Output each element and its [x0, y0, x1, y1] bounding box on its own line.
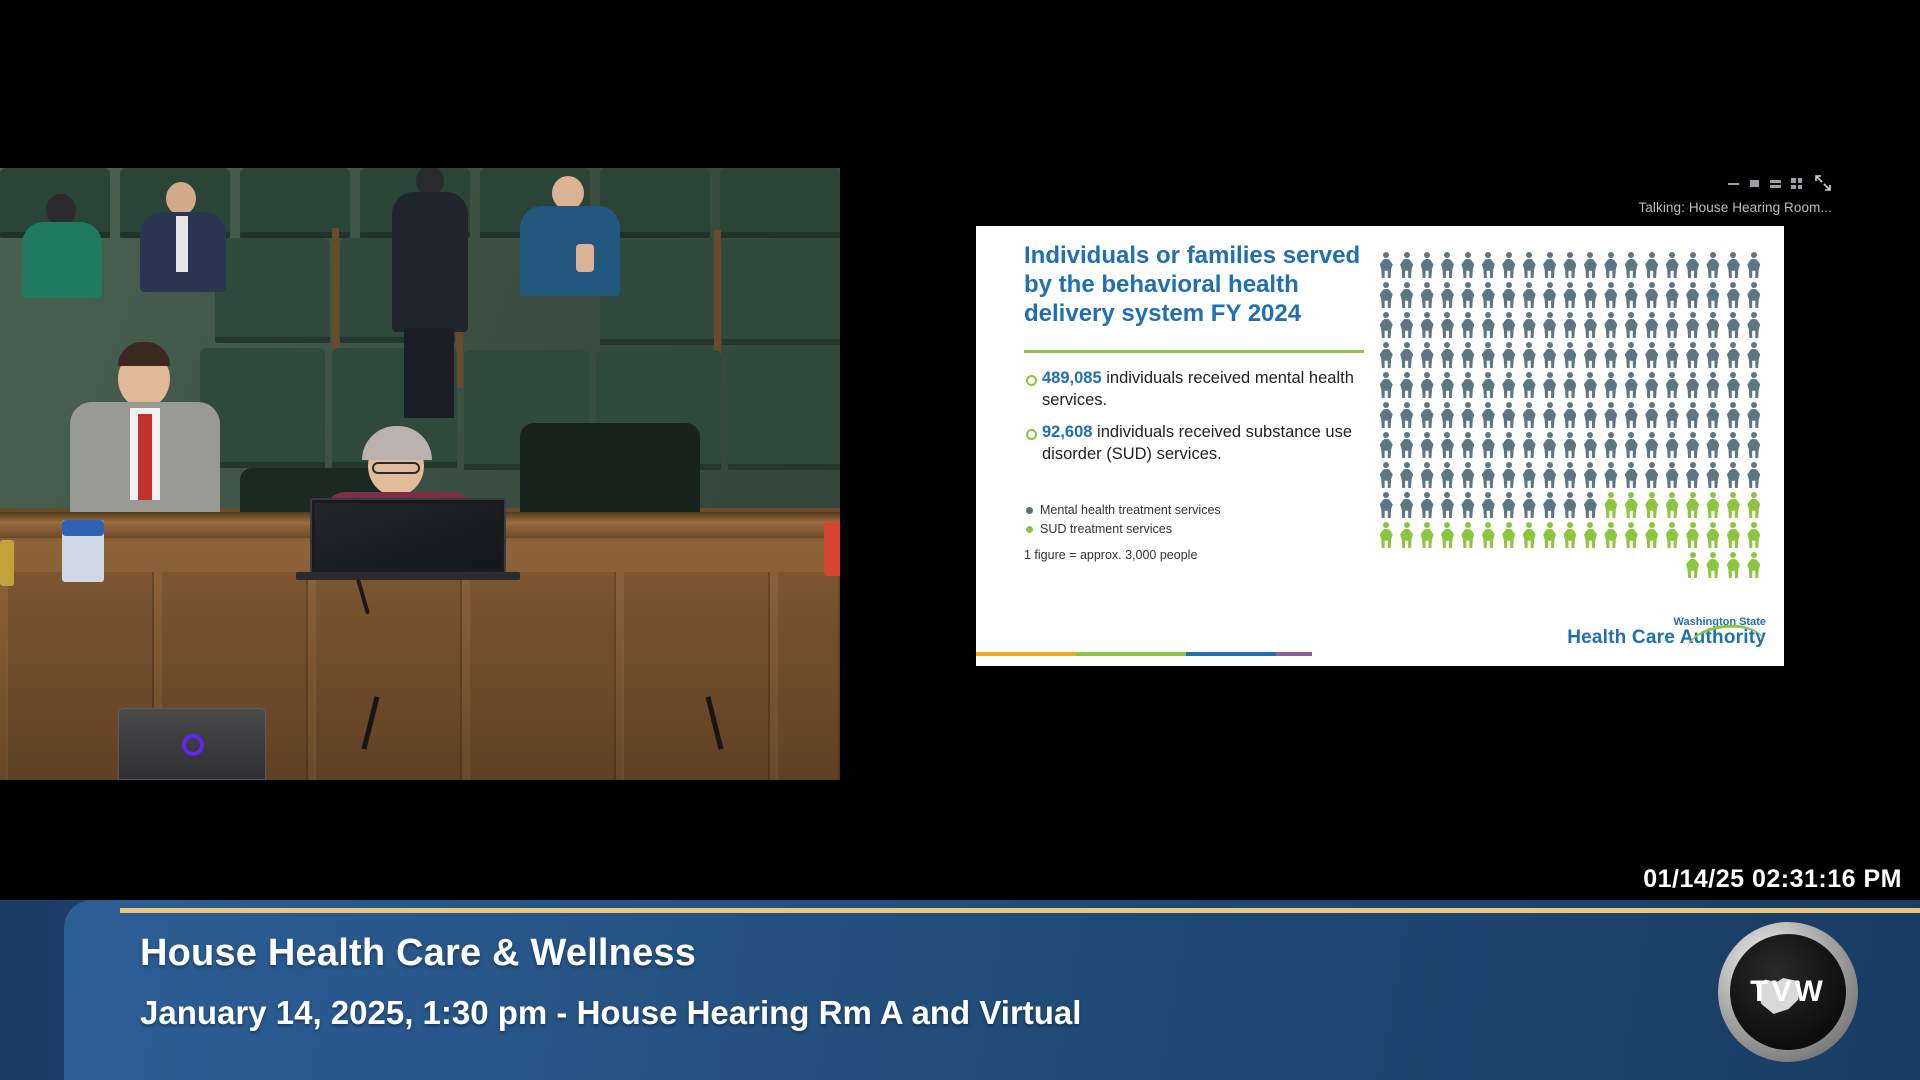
- pictogram-figure-mental-health: [1563, 312, 1576, 338]
- pictogram-spacer: [1523, 552, 1536, 578]
- pictogram-figure-mental-health: [1645, 462, 1658, 488]
- pictogram-figure-mental-health: [1625, 432, 1638, 458]
- dais-panel: [314, 572, 462, 780]
- pictogram-figure-mental-health: [1747, 462, 1760, 488]
- pictogram-spacer: [1502, 552, 1515, 578]
- accent-segment: [1076, 652, 1186, 656]
- bullet-item: [1024, 422, 1369, 466]
- pictogram-figure-mental-health: [1441, 492, 1454, 518]
- pictogram-figure-sud: [1563, 522, 1576, 548]
- pictogram-figure-mental-health: [1584, 372, 1597, 398]
- pictogram-figure-mental-health: [1523, 342, 1536, 368]
- pictogram-figure-mental-health: [1380, 492, 1393, 518]
- pictogram-figure-mental-health: [1461, 312, 1474, 338]
- pictogram-figure-mental-health: [1400, 312, 1413, 338]
- pictogram-figure-mental-health: [1625, 282, 1638, 308]
- pictogram-figure-mental-health: [1706, 282, 1719, 308]
- pictogram-figure-mental-health: [1380, 282, 1393, 308]
- pictogram-figure-mental-health: [1727, 372, 1740, 398]
- pictogram-figure-mental-health: [1625, 312, 1638, 338]
- beverage-can: [824, 522, 840, 576]
- expand-icon[interactable]: [1814, 174, 1832, 192]
- gallery-chair: [728, 350, 840, 470]
- pictogram-figure-mental-health: [1584, 432, 1597, 458]
- pictogram-figure-mental-health: [1421, 372, 1434, 398]
- accent-segment: [1276, 652, 1312, 656]
- hca-logo-line1: Washington State: [1673, 615, 1766, 628]
- pictogram-figure-mental-health: [1523, 432, 1536, 458]
- pictogram-figure-sud: [1686, 492, 1699, 518]
- pictogram-figure-mental-health: [1421, 252, 1434, 278]
- pictogram-figure-mental-health: [1625, 402, 1638, 428]
- pictogram-figure-sud: [1727, 492, 1740, 518]
- pictogram-figure-mental-health: [1706, 372, 1719, 398]
- legend-item-sud: SUD treatment services: [1024, 520, 1221, 539]
- pictogram-figure-mental-health: [1400, 402, 1413, 428]
- gold-divider: [120, 908, 1920, 913]
- pictogram-figure-mental-health: [1400, 492, 1413, 518]
- pictogram-figure-mental-health: [1584, 252, 1597, 278]
- pictogram-figure-sud: [1604, 492, 1617, 518]
- bullet-value: 92,608: [1042, 422, 1093, 441]
- pictogram-figure-mental-health: [1645, 312, 1658, 338]
- pictogram-figure-mental-health: [1727, 342, 1740, 368]
- tvw-logo-inner: [1730, 934, 1846, 1050]
- pictogram-figure-sud: [1584, 522, 1597, 548]
- pictogram-figure-mental-health: [1523, 402, 1536, 428]
- pictogram-figure-mental-health: [1666, 462, 1679, 488]
- pictogram-figure-mental-health: [1584, 492, 1597, 518]
- pictogram-figure-mental-health: [1441, 432, 1454, 458]
- pictogram-figure-mental-health: [1482, 342, 1495, 368]
- pictogram-spacer: [1421, 552, 1434, 578]
- pictogram-figure-mental-health: [1482, 432, 1495, 458]
- pictogram-figure-mental-health: [1543, 492, 1556, 518]
- pictogram-figure-sud: [1645, 492, 1658, 518]
- pictogram-figure-mental-health: [1666, 432, 1679, 458]
- pictogram-figure-mental-health: [1380, 252, 1393, 278]
- pictogram-figure-mental-health: [1747, 282, 1760, 308]
- pictogram-figure-mental-health: [1727, 282, 1740, 308]
- pictogram-figure-mental-health: [1706, 432, 1719, 458]
- pictogram-figure-mental-health: [1502, 432, 1515, 458]
- pictogram-figure-mental-health: [1604, 342, 1617, 368]
- pictogram-figure-mental-health: [1563, 252, 1576, 278]
- pictogram-figure-mental-health: [1645, 432, 1658, 458]
- hearing-room-camera-feed: [0, 168, 840, 780]
- pictogram-figure-sud: [1543, 522, 1556, 548]
- pictogram-figure-mental-health: [1645, 252, 1658, 278]
- pictogram-figure-mental-health: [1604, 282, 1617, 308]
- speaker-view-icon[interactable]: [1770, 178, 1781, 189]
- pictogram-figure-mental-health: [1502, 252, 1515, 278]
- dais-panel: [468, 572, 616, 780]
- pictogram-figure-mental-health: [1502, 342, 1515, 368]
- pictogram-figure-mental-health: [1625, 342, 1638, 368]
- pictogram-figure-mental-health: [1380, 462, 1393, 488]
- pictogram-figure-mental-health: [1584, 312, 1597, 338]
- pictogram-figure-mental-health: [1666, 282, 1679, 308]
- pictogram-figure-mental-health: [1604, 312, 1617, 338]
- tvw-logo: [1718, 922, 1858, 1062]
- lower-third-band: [64, 900, 1920, 1080]
- pictogram-figure-mental-health: [1380, 372, 1393, 398]
- pictogram-figure-mental-health: [1482, 312, 1495, 338]
- pictogram-figure-mental-health: [1502, 372, 1515, 398]
- pictogram-figure-mental-health: [1421, 312, 1434, 338]
- hca-logo: [1567, 617, 1766, 648]
- pictogram-figure-mental-health: [1543, 462, 1556, 488]
- pictogram-figure-sud: [1706, 492, 1719, 518]
- bullet-item: [1024, 368, 1369, 412]
- slide-bullets: [1024, 368, 1369, 476]
- pictogram-figure-sud: [1727, 552, 1740, 578]
- pictogram-figure-mental-health: [1502, 492, 1515, 518]
- pictogram-figure-mental-health: [1666, 252, 1679, 278]
- pictogram-figure-sud: [1523, 522, 1536, 548]
- pictogram-chart: [1376, 248, 1764, 558]
- laptop-base: [296, 572, 520, 580]
- pictogram-figure-mental-health: [1421, 462, 1434, 488]
- pictogram-figure-mental-health: [1747, 372, 1760, 398]
- bullet-text: individuals received substance use disorder (SUD) services.: [1042, 422, 1353, 463]
- pictogram-spacer: [1461, 552, 1474, 578]
- pictogram-figure-mental-health: [1502, 462, 1515, 488]
- pictogram-spacer: [1400, 552, 1413, 578]
- pictogram-spacer: [1645, 552, 1658, 578]
- pictogram-figure-mental-health: [1441, 282, 1454, 308]
- pictogram-figure-mental-health: [1461, 402, 1474, 428]
- pictogram-figure-mental-health: [1706, 252, 1719, 278]
- pictogram-figure-mental-health: [1502, 312, 1515, 338]
- title-underline: [1024, 350, 1364, 353]
- pictogram-figure-mental-health: [1625, 252, 1638, 278]
- accent-segment: [1186, 652, 1276, 656]
- pictogram-figure-mental-health: [1747, 402, 1760, 428]
- slide-accent-bar: [976, 652, 1784, 656]
- pictogram-figure-sud: [1604, 522, 1617, 548]
- dais-panel: [622, 572, 770, 780]
- pictogram-figure-mental-health: [1747, 432, 1760, 458]
- pictogram-figure-mental-health: [1645, 282, 1658, 308]
- timestamp-bar: [1617, 860, 1920, 900]
- pictogram-figure-sud: [1666, 522, 1679, 548]
- pictogram-figure-mental-health: [1523, 282, 1536, 308]
- accent-segment: [976, 652, 1076, 656]
- pictogram-figure-sud: [1747, 552, 1760, 578]
- pictogram-figure-mental-health: [1461, 282, 1474, 308]
- pictogram-figure-mental-health: [1727, 402, 1740, 428]
- video-area: [0, 168, 1920, 780]
- pictogram-figure-mental-health: [1543, 402, 1556, 428]
- pictogram-figure-mental-health: [1604, 432, 1617, 458]
- pictogram-figure-mental-health: [1604, 252, 1617, 278]
- pictogram-figure-mental-health: [1747, 252, 1760, 278]
- pictogram-figure-sud: [1747, 522, 1760, 548]
- status-led: [182, 734, 204, 756]
- gallery-view-icon[interactable]: [1791, 178, 1802, 189]
- pictogram-figure-mental-health: [1563, 432, 1576, 458]
- pictogram-figure-mental-health: [1461, 492, 1474, 518]
- pictogram-figure-mental-health: [1645, 372, 1658, 398]
- pictogram-figure-mental-health: [1604, 402, 1617, 428]
- bullet-value: 489,085: [1042, 369, 1102, 387]
- pictogram-figure-mental-health: [1441, 252, 1454, 278]
- pictogram-spacer: [1380, 552, 1393, 578]
- pictogram-figure-mental-health: [1441, 372, 1454, 398]
- pictogram-figure-mental-health: [1686, 252, 1699, 278]
- pictogram-figure-mental-health: [1441, 312, 1454, 338]
- pictogram-figure-mental-health: [1441, 402, 1454, 428]
- pictogram-figure-mental-health: [1686, 282, 1699, 308]
- pictogram-figure-mental-health: [1543, 372, 1556, 398]
- pictogram-figure-mental-health: [1482, 492, 1495, 518]
- pictogram-figure-mental-health: [1747, 312, 1760, 338]
- pictogram-figure-mental-health: [1400, 252, 1413, 278]
- pictogram-figure-mental-health: [1666, 402, 1679, 428]
- pictogram-figure-mental-health: [1543, 282, 1556, 308]
- dais-panel: [776, 572, 840, 780]
- slide-title: Individuals or families served by the behavioral health delivery system FY 2024: [1024, 242, 1361, 327]
- maximize-icon[interactable]: [1749, 178, 1760, 189]
- pictogram-figure-mental-health: [1666, 312, 1679, 338]
- pictogram-figure-mental-health: [1461, 432, 1474, 458]
- pictogram-figure-mental-health: [1543, 342, 1556, 368]
- pictogram-figure-mental-health: [1421, 402, 1434, 428]
- pictogram-figure-mental-health: [1380, 432, 1393, 458]
- pictogram-figure-mental-health: [1461, 462, 1474, 488]
- pictogram-figure-mental-health: [1727, 462, 1740, 488]
- timestamp: 01/14/25 02:31:16 PM: [1617, 861, 1920, 899]
- pictogram-figure-mental-health: [1421, 282, 1434, 308]
- zoom-shared-screen: [840, 168, 1920, 780]
- pictogram-figure-mental-health: [1482, 282, 1495, 308]
- pictogram-figure-sud: [1461, 522, 1474, 548]
- pictogram-figure-mental-health: [1523, 252, 1536, 278]
- pictogram-figure-mental-health: [1645, 402, 1658, 428]
- pictogram-figure-sud: [1625, 492, 1638, 518]
- pictogram-spacer: [1604, 552, 1617, 578]
- pictogram-figure-mental-health: [1400, 432, 1413, 458]
- gallery-chair: [722, 240, 840, 345]
- pictogram-figure-mental-health: [1461, 252, 1474, 278]
- pictogram-figure-mental-health: [1625, 372, 1638, 398]
- minimize-icon[interactable]: [1728, 178, 1739, 189]
- pictogram-figure-mental-health: [1502, 402, 1515, 428]
- figure-key: 1 figure = approx. 3,000 people: [1024, 548, 1198, 562]
- pictogram-figure-sud: [1625, 522, 1638, 548]
- pictogram-spacer: [1563, 552, 1576, 578]
- pictogram-figure-mental-health: [1400, 372, 1413, 398]
- hearing-details: January 14, 2025, 1:30 pm - House Hearing Rm A and Virtual: [140, 994, 1082, 1031]
- pictogram-figure-sud: [1441, 522, 1454, 548]
- pictogram-figure-sud: [1421, 522, 1434, 548]
- pictogram-figure-sud: [1380, 522, 1393, 548]
- pictogram-figure-mental-health: [1482, 252, 1495, 278]
- pictogram-figure-mental-health: [1543, 252, 1556, 278]
- pictogram-figure-mental-health: [1441, 462, 1454, 488]
- pictogram-figure-mental-health: [1461, 342, 1474, 368]
- pictogram-figure-mental-health: [1421, 342, 1434, 368]
- pictogram-figure-mental-health: [1584, 342, 1597, 368]
- hca-logo-line2: Health Care Authority: [1567, 627, 1766, 649]
- pictogram-figure-mental-health: [1604, 462, 1617, 488]
- pictogram-figure-mental-health: [1380, 402, 1393, 428]
- pictogram-figure-mental-health: [1421, 432, 1434, 458]
- pictogram-figure-mental-health: [1563, 282, 1576, 308]
- pictogram-figure-mental-health: [1523, 372, 1536, 398]
- pictogram-figure-mental-health: [1666, 342, 1679, 368]
- pictogram-figure-mental-health: [1563, 342, 1576, 368]
- pictogram-figure-mental-health: [1584, 282, 1597, 308]
- pictogram-figure-mental-health: [1625, 462, 1638, 488]
- pictogram-figure-mental-health: [1563, 372, 1576, 398]
- pictogram-figure-mental-health: [1421, 492, 1434, 518]
- committee-title: House Health Care & Wellness: [140, 932, 697, 974]
- pictogram-figure-mental-health: [1706, 402, 1719, 428]
- pictogram-figure-sud: [1400, 522, 1413, 548]
- pictogram-figure-mental-health: [1666, 372, 1679, 398]
- pictogram-figure-mental-health: [1686, 342, 1699, 368]
- pictogram-figure-mental-health: [1502, 282, 1515, 308]
- tvw-logo-text: TVW: [1750, 975, 1826, 1008]
- pictogram-figure-mental-health: [1686, 432, 1699, 458]
- pictogram-spacer: [1625, 552, 1638, 578]
- witness-laptop: [310, 498, 506, 574]
- pictogram-figure-mental-health: [1584, 402, 1597, 428]
- bullet-text: individuals received mental health services.: [1042, 369, 1354, 409]
- pictogram-figure-sud: [1686, 552, 1699, 578]
- pictogram-figure-sud: [1666, 492, 1679, 518]
- pictogram-figure-mental-health: [1686, 312, 1699, 338]
- pictogram-figure-mental-health: [1380, 312, 1393, 338]
- pictogram-figure-mental-health: [1461, 372, 1474, 398]
- pictogram-figure-mental-health: [1400, 282, 1413, 308]
- pictogram-spacer: [1666, 552, 1679, 578]
- pictogram-figure-mental-health: [1686, 372, 1699, 398]
- pictogram-figure-mental-health: [1584, 462, 1597, 488]
- pictogram-figure-mental-health: [1563, 402, 1576, 428]
- pictogram-figure-mental-health: [1604, 372, 1617, 398]
- pictogram-figure-mental-health: [1686, 462, 1699, 488]
- pictogram-figure-mental-health: [1482, 402, 1495, 428]
- pictogram-figure-mental-health: [1523, 312, 1536, 338]
- pictogram-figure-mental-health: [1706, 312, 1719, 338]
- pictogram-figure-mental-health: [1523, 492, 1536, 518]
- pictogram-figure-mental-health: [1706, 342, 1719, 368]
- gallery-chair: [215, 238, 330, 343]
- pictogram-figure-mental-health: [1482, 462, 1495, 488]
- pictogram-figure-mental-health: [1686, 402, 1699, 428]
- pictogram-figure-sud: [1645, 522, 1658, 548]
- pictogram-figure-mental-health: [1563, 462, 1576, 488]
- legend-item-mental-health: Mental health treatment services: [1024, 501, 1221, 520]
- gallery-chair: [720, 168, 840, 238]
- pictogram-figure-sud: [1727, 522, 1740, 548]
- lower-third: [0, 900, 1920, 1080]
- pictogram-figure-mental-health: [1706, 462, 1719, 488]
- pictogram-figure-mental-health: [1400, 342, 1413, 368]
- pictogram-figure-mental-health: [1563, 492, 1576, 518]
- pictogram-figure-mental-health: [1523, 462, 1536, 488]
- pictogram-figure-mental-health: [1482, 372, 1495, 398]
- pictogram-figure-sud: [1686, 522, 1699, 548]
- presentation-slide: [976, 226, 1784, 666]
- pictogram-figure-mental-health: [1400, 462, 1413, 488]
- pictogram-figure-mental-health: [1543, 432, 1556, 458]
- pictogram-figure-mental-health: [1727, 432, 1740, 458]
- chart-legend: [1024, 501, 1221, 540]
- pictogram-spacer: [1441, 552, 1454, 578]
- pictogram-figure-sud: [1747, 492, 1760, 518]
- pictogram-figure-mental-health: [1543, 312, 1556, 338]
- pictogram-figure-mental-health: [1645, 342, 1658, 368]
- pictogram-figure-sud: [1482, 522, 1495, 548]
- pictogram-figure-mental-health: [1441, 342, 1454, 368]
- pictogram-figure-sud: [1502, 522, 1515, 548]
- pictogram-figure-sud: [1706, 522, 1719, 548]
- pictogram-figure-mental-health: [1747, 342, 1760, 368]
- zoom-talking-label: Talking: House Hearing Room...: [1638, 200, 1832, 215]
- pictogram-spacer: [1584, 552, 1597, 578]
- pictogram-figure-mental-health: [1380, 342, 1393, 368]
- pictogram-figure-mental-health: [1727, 252, 1740, 278]
- beverage-cup: [0, 540, 14, 586]
- cup-lid: [62, 520, 104, 536]
- pictogram-figure-mental-health: [1727, 312, 1740, 338]
- zoom-window-controls[interactable]: [1728, 178, 1802, 189]
- pictogram-spacer: [1482, 552, 1495, 578]
- pictogram-figure-sud: [1706, 552, 1719, 578]
- pictogram-spacer: [1543, 552, 1556, 578]
